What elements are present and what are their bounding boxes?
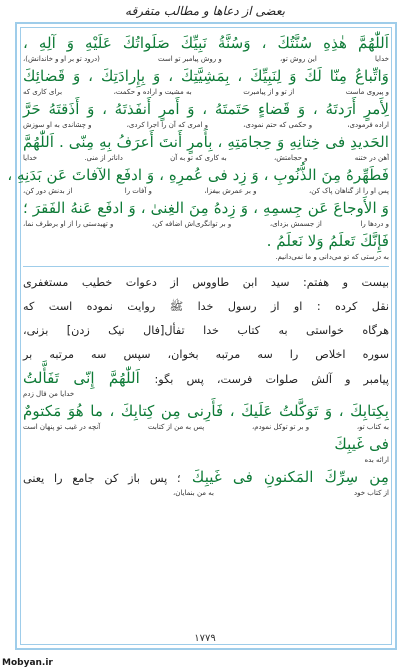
translation-phrase: و روش پیامبر تو است xyxy=(158,55,222,63)
prose-block xyxy=(23,271,389,367)
translation-phrase: خدایا xyxy=(60,390,75,398)
page-content xyxy=(7,32,389,499)
translation-phrase: و بر توانگری‌اش اضافه کن، xyxy=(151,220,232,228)
translation-line xyxy=(23,252,389,263)
arabic-line: الحَديدِ فى خِتانِهِ وَ حِجامَتِهِ ، بِأَمرٍ أَنتَ أَعرَفُ بِهِ مِنّى . اَللّٰهُمَّ xyxy=(23,133,389,151)
translation-phrase: ارائه بده xyxy=(364,456,389,464)
prose-line: بیست و هفتم: سید ابن طاووس از دعوات خطیب مستغفری xyxy=(23,276,389,289)
translation-phrase: پس او را از گناهان پاک کن، xyxy=(309,187,389,195)
prose-line: هرگاه خواستی به کتاب خدا تفأل[فال نیک زدن] بزنی، xyxy=(23,324,389,337)
site-watermark: Mobyan.ir xyxy=(2,658,53,668)
translation-phrase: پس به من از کتابت xyxy=(147,423,205,431)
translation-phrase: و حکمی که حتم نمودی، xyxy=(243,121,313,129)
page-header-title: بعضی از دعاها و مطالب متفرقه xyxy=(125,4,285,18)
prose-mixed-line xyxy=(23,367,389,389)
arabic-line: اَللّٰهُمَّ هٰذِهِ سُنَّتُكَ ، وَسُنَّةُ نَبِيِّكَ صَلَواتُكَ عَلَيْهِ وَ آلِهِ ، xyxy=(23,34,389,52)
translation-line xyxy=(23,488,389,499)
translation-phrase: داناتر از منی. xyxy=(84,154,123,162)
translation-phrase: و تهیدستی را از او برطرف نما، xyxy=(23,220,114,228)
final-mixed-line xyxy=(23,466,389,488)
prose-line: سوره اخلاص را سه مرتبه بخوان، سپس سه مرتبه بر xyxy=(23,348,389,361)
translation-phrase: به مشیت و اراده و حکمت، xyxy=(113,88,192,96)
prose-phrase: ؛ پس باز کن جامع را یعنی xyxy=(23,472,181,485)
translation-phrase: و دردها را xyxy=(360,220,389,228)
translation-phrase: برای کاری که xyxy=(23,88,63,96)
translation-phrase: و امری که آن را اجرا کردی، xyxy=(126,121,209,129)
translation-phrase: آنچه در غیب تو پنهان است xyxy=(23,423,101,431)
translation-phrase: (درود تو بر او و خاندانش)، xyxy=(23,55,100,63)
translation-phrase: من فال زدم xyxy=(23,390,58,398)
arabic-line: وَاتِّباعُ مِنّا لَكَ وَ لِنَبِيِّكَ ، بِمَشِيَّتِكَ ، وَ بِإِرادَتِكَ ، وَ قَضائِكَ xyxy=(23,67,389,85)
translation-phrase: به کتاب تو، xyxy=(356,423,389,431)
translation-phrase: خدایا xyxy=(374,55,389,63)
translation-line xyxy=(23,389,389,400)
page-number: ۱۷۷۹ xyxy=(194,633,216,644)
translation-phrase: و پیروی ماست xyxy=(345,88,389,96)
translation-line xyxy=(23,219,389,230)
translation-line xyxy=(23,54,389,65)
translation-line xyxy=(23,455,389,466)
prose-phrase: پیامبر و آلش صلوات فرست، پس بگو: xyxy=(154,373,389,386)
translation-phrase: و چشاندی به او سوزش xyxy=(23,121,92,129)
translation-phrase: از جسمش بزدای، xyxy=(269,220,322,228)
translation-line xyxy=(23,120,389,131)
separator xyxy=(23,266,389,267)
translation-phrase: از بدنش دور کن، xyxy=(23,187,73,195)
arabic-line: لِأَمرٍ أَرَدتَهُ ، وَ قَضاءٍ حَتَمتَهُ ، وَ أَمرٍ أَنفَذتَهُ ، وَ أَذَقتَهُ حَرَّ xyxy=(23,100,389,118)
arabic-line: بِكِتابِكَ ، وَ تَوَكَّلتُ عَلَيكَ ، فَأَرِنى مِن كِتابِكَ ، ما هُوَ مَكتومٌ xyxy=(23,402,389,420)
arabic-phrase: مِن سِرِّكَ المَكنونِ فى غَيبِكَ xyxy=(191,468,389,486)
translation-phrase: اراده فرمودی، xyxy=(347,121,389,129)
arabic-phrase: اَللّٰهُمَّ إِنّى تَفَأَّلتُ xyxy=(23,369,140,387)
translation-phrase: به درستی که تو می‌دانی و ما نمی‌دانیم. xyxy=(275,253,389,261)
prose-line: نقل کرده : او از رسول خدا ﷺ روایت نموده است که xyxy=(23,300,389,313)
translation-phrase: این روش تو، xyxy=(279,55,317,63)
translation-line xyxy=(23,153,389,164)
translation-phrase: و حجامتش، xyxy=(273,154,308,162)
arabic-line: فَإِنَّكَ تَعلَمُ وَلا نَعلَمُ . xyxy=(266,232,389,250)
dua-block-2 xyxy=(23,400,389,466)
dua-block xyxy=(7,32,389,263)
arabic-line: فى غَيبِكَ xyxy=(334,435,389,453)
translation-line xyxy=(23,422,389,433)
translation-phrase: به من بنمایان، xyxy=(173,489,214,497)
arabic-line: وَ الأَوجاعَ عَن جِسمِهِ ، وَ زِدهُ مِنَ الغِنىٰ ، وَ ادفَع عَنهُ الفَقرَ ؛ xyxy=(23,199,389,217)
translation-phrase: از تو و از پیامبرت xyxy=(243,88,295,96)
translation-phrase: و آفات را xyxy=(124,187,152,195)
translation-phrase: از کتاب خود xyxy=(353,489,389,497)
translation-phrase: خدایا xyxy=(23,154,38,162)
translation-phrase: و بر تو توکل نمودم، xyxy=(251,423,310,431)
translation-line xyxy=(23,186,389,197)
translation-phrase: آهن در ختنه xyxy=(354,154,389,162)
translation-line xyxy=(23,87,389,98)
translation-phrase: به کاری که تو به آن xyxy=(170,154,227,162)
arabic-line: فَطَهِّرهُ مِنَ الذُّنُوبِ ، وَ زِد فى عُمرِهِ ، وَ ادفَع الآفاتَ عَن بَدَنِهِ ، xyxy=(7,166,389,184)
translation-phrase: و بر عمرش بیفزا، xyxy=(204,187,257,195)
